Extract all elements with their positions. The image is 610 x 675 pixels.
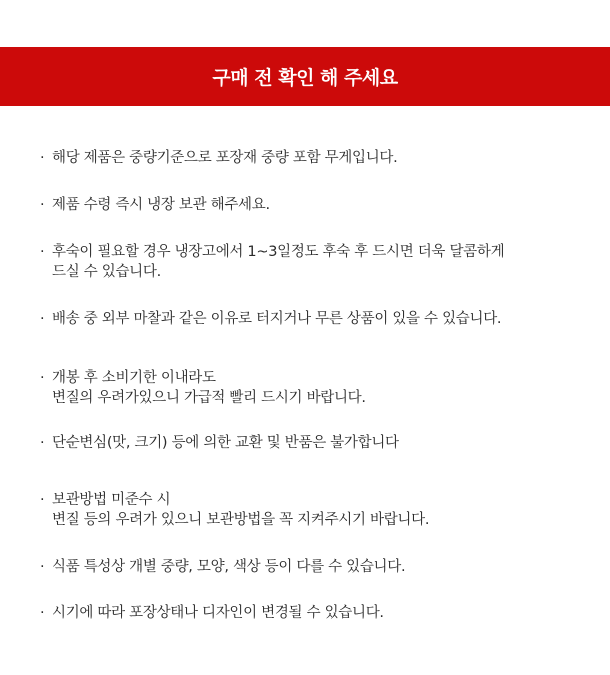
bullet-mark: · [40,150,45,166]
notice-header-banner [0,47,610,106]
notice-header-title: 구매 전 확인 해 주세요 [212,67,398,89]
notice-item [40,368,580,408]
notice-item [40,242,580,282]
notice-line: 보관방법 미준수 시 [52,492,171,508]
notice-item [40,557,580,577]
bullet-mark: · [40,492,45,508]
notice-line: 해당 제품은 중량기준으로 포장재 중량 포함 무게입니다. [52,150,398,166]
notice-text [52,557,580,577]
notice-line: 변질 등의 우려가 있으니 보관방법을 꼭 지켜주시기 바랍니다. [52,512,430,528]
notice-text [52,433,580,453]
bullet-mark: · [40,435,45,451]
notice-item [40,309,580,329]
notice-line: 변질의 우려가있으니 가급적 빨리 드시기 바랍니다. [52,390,366,406]
notice-line: 드실 수 있습니다. [52,264,161,280]
bullet-mark: · [40,244,45,260]
bullet-mark: · [40,370,45,386]
notice-text [52,242,580,282]
bullet-mark: · [40,197,45,213]
notice-item [40,603,580,623]
notice-line: 시기에 따라 포장상태나 디자인이 변경될 수 있습니다. [52,605,384,621]
notice-line: 식품 특성상 개별 중량, 모양, 색상 등이 다를 수 있습니다. [52,559,406,575]
notice-text [52,148,580,168]
notice-text [52,603,580,623]
notice-text [52,309,580,329]
notice-line: 단순변심(맛, 크기) 등에 의한 교환 및 반품은 불가합니다 [52,435,399,451]
bullet-mark: · [40,605,45,621]
notice-line: 개봉 후 소비기한 이내라도 [52,370,216,386]
notice-text [52,195,580,215]
notice-text [52,490,580,530]
notice-item [40,195,580,215]
notice-line: 배송 중 외부 마찰과 같은 이유로 터지거나 무른 상품이 있을 수 있습니다. [52,311,502,327]
bullet-mark: · [40,311,45,327]
notice-text [52,368,580,408]
notice-item [40,433,580,453]
notice-item [40,490,580,530]
notice-line: 제품 수령 즉시 냉장 보관 해주세요. [52,197,270,213]
notice-line: 후숙이 필요할 경우 냉장고에서 1~3일정도 후숙 후 드시면 더욱 달콤하게 [52,244,505,260]
notice-item [40,148,580,168]
bullet-mark: · [40,559,45,575]
